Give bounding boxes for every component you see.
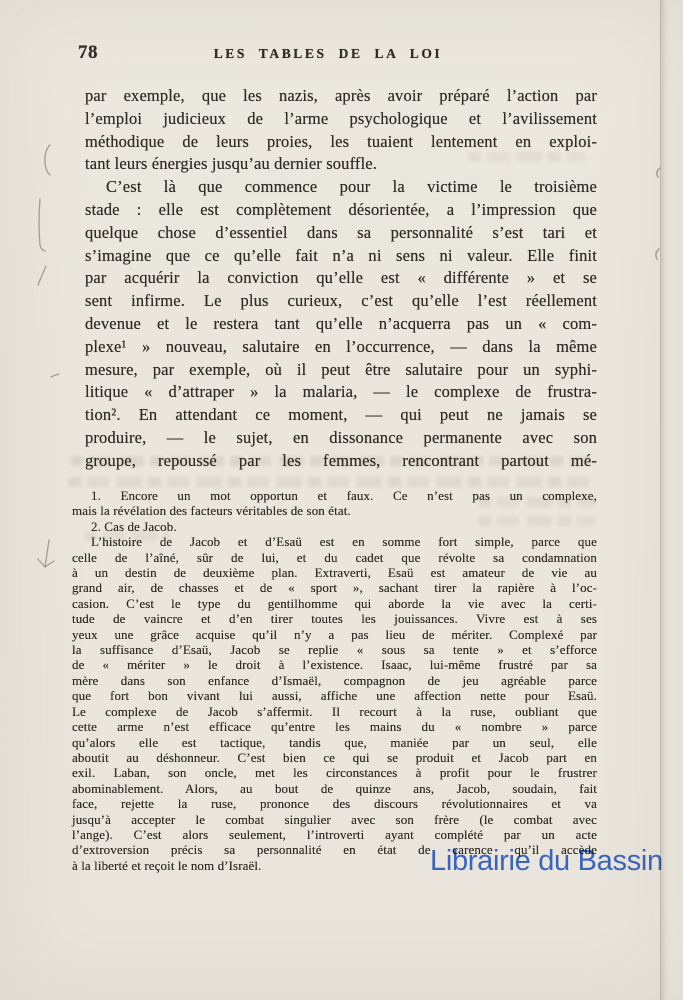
page-number: 78 bbox=[78, 42, 98, 63]
text-line: sent infirme. Le plus curieux, c’est qu’elle l’est réellement bbox=[85, 291, 597, 311]
text-line: la suffisance d’Esaü, Jacob se replie « sous sa tente » et s’efforce bbox=[72, 642, 597, 658]
pencil-mark-hook bbox=[45, 145, 50, 175]
text-line: à la liberté et reçoit le nom d’Israël. bbox=[72, 857, 262, 873]
text-line: stade : elle est complètement désorientée, a l’impression que bbox=[85, 199, 597, 219]
text-line: grand air, de chasses et de « sport », sachant tirer la rapière à l’oc- bbox=[72, 580, 597, 596]
showthrough-artifact bbox=[68, 477, 594, 487]
text-line: tude de vaincre et d’en tirer toutes les jouissances. Vivre est à ses bbox=[72, 611, 597, 627]
text-line: jusqu’à accepter le combat singulier avec son frère (le combat avec bbox=[72, 811, 597, 827]
pencil-mark-slash bbox=[38, 266, 46, 285]
pencil-mark-arrow bbox=[38, 540, 54, 567]
pencil-mark-line bbox=[39, 199, 45, 251]
text-line: de « mériter » le droit à l’existence. Isaac, lui-même frustré par sa bbox=[72, 657, 597, 673]
text-line: quelque chose d’essentiel dans sa personnalité s’est tari et bbox=[85, 222, 597, 242]
text-line: devenue et le restera tant qu’elle n’acquerra pas un « com- bbox=[85, 313, 597, 333]
text-line: abominablement. Alors, au bout de quinze ans, Jacob, soudain, fait bbox=[72, 780, 597, 796]
running-title: LES TABLES DE LA LOI bbox=[213, 46, 443, 61]
text-line: mesure, par exemple, où il peut être salutaire pour un syphi- bbox=[85, 359, 597, 379]
text-line: mère dans son enfance d’Ismaël, compagnon de jeu agréable parce bbox=[72, 672, 597, 688]
text-line: s’imagine que ce qu’elle fait n’a ni sens ni valeur. Elle finit bbox=[85, 245, 597, 265]
bookseller-watermark: Librairie du Bassin bbox=[430, 845, 663, 877]
text-line: plexe¹ » nouveau, salutaire en l’occurrence, — dans la même bbox=[85, 336, 597, 356]
page-edge bbox=[660, 0, 683, 1000]
text-line: tion². En attendant ce moment, — qui peut ne jamais se bbox=[85, 405, 597, 425]
edge-nick bbox=[656, 249, 659, 259]
text-line: groupe, repoussé par les femmes, rencontrant partout mé- bbox=[85, 450, 597, 470]
text-line: l’emploi judicieux de l’arme psychologique et l’avilissement bbox=[85, 108, 597, 128]
pencil-mark-dash bbox=[51, 374, 59, 377]
text-line: produire, — le sujet, en dissonance permanente avec son bbox=[85, 427, 597, 447]
text-line: C’est là que commence pour la victime le troisième bbox=[106, 177, 597, 197]
text-line: l’ange). C’est alors seulement, l’introverti ayant complété par un acte bbox=[72, 826, 597, 842]
footnotes bbox=[72, 488, 597, 873]
text-line: mais la révélation des facteurs véritables de son état. bbox=[72, 503, 351, 519]
text-line: tant leurs énergies jusqu’au dernier souffle. bbox=[85, 154, 378, 174]
text-line: Le complexe de Jacob s’affermit. Il recourt à la ruse, oubliant que bbox=[72, 703, 597, 719]
text-line: face, rejette la ruse, prononce des discours révolutionnaires et va bbox=[72, 796, 597, 812]
text-line: casion. C’est le type du gentilhomme qui aborde la vie avec la certi- bbox=[72, 595, 597, 611]
text-line: celle de l’aîné, sûr de lui, et du cadet que révolte sa condamnation bbox=[72, 549, 597, 565]
text-line: cette arme n’est efficace qu’entre les mains du « nombre » parce bbox=[72, 719, 597, 735]
text-line: par exemple, que les nazis, après avoir préparé l’action par bbox=[85, 86, 597, 105]
text-line: exil. Laban, son oncle, met les circonstances à profit pour le frustrer bbox=[72, 765, 597, 781]
text-line: méthodique de leurs proies, les tuaient lentement en exploi- bbox=[85, 131, 597, 151]
text-line: aboutit au déshonneur. C’est bien ce qui se produit et Jacob part en bbox=[72, 749, 597, 765]
text-line: que fort bon vivant lui aussi, affiche une affection nette pour Esaü. bbox=[72, 688, 597, 704]
text-line: d’extroversion précis sa personnalité en état de carence qu’il accède bbox=[72, 842, 597, 858]
text-line: litique « d’attraper » la malaria, — le complexe de frustra- bbox=[85, 382, 597, 402]
text-line: 2. Cas de Jacob. bbox=[91, 518, 177, 534]
text-line: L’histoire de Jacob et d’Esaü est en somme fort simple, parce que bbox=[91, 534, 597, 550]
text-line: qu’alors elle est tactique, tandis que, maniée par un seul, elle bbox=[72, 734, 597, 750]
text-line: 1. Encore un mot opportun et faux. Ce n’est pas un complexe, bbox=[91, 488, 597, 503]
text-line: à un destin de deuxième plan. Extraverti, Esaü est amateur de vie au bbox=[72, 565, 597, 581]
text-line: par acquérir la conviction qu’elle est « différente » et se bbox=[85, 268, 597, 288]
body-text bbox=[85, 85, 597, 473]
text-line: yeux une grâce acquise qu’il n’y a pas lieu de mériter. Complexé par bbox=[72, 626, 597, 642]
